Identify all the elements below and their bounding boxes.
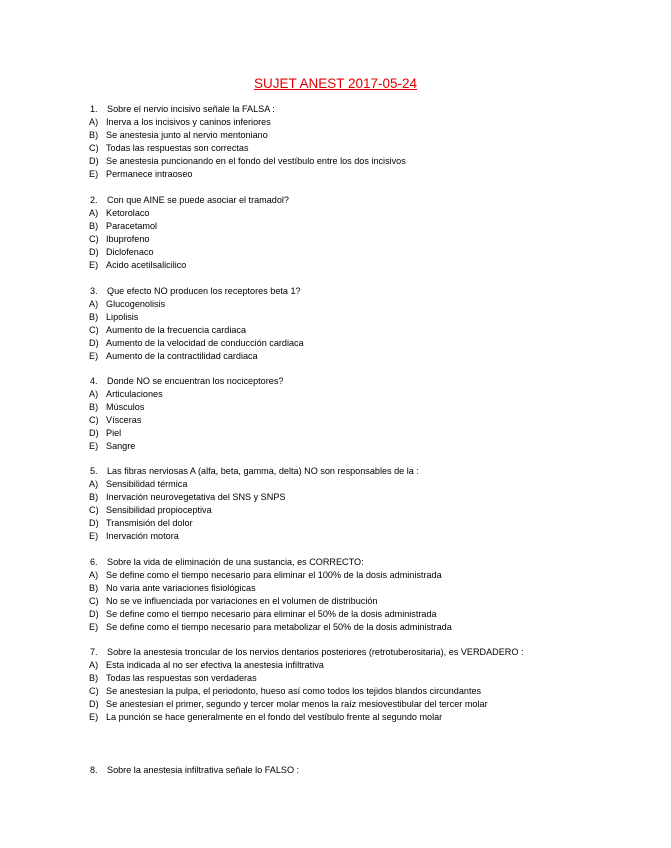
answer-option: B) Inervación neurovegetativa del SNS y SNPS <box>89 492 286 502</box>
answer-option: C) Vísceras <box>89 415 142 425</box>
answer-option: E) Acido acetilsalicilico <box>89 260 187 270</box>
question-2 <box>90 194 289 272</box>
question-text: Sobre la anestesia troncular de los nervios dentarios posteriores (retrotuberositaria), es VERDADERO : <box>107 647 524 657</box>
answer-option: C) Se anestesian la pulpa, el periodonto, hueso así como todos los tejidos blandos circundantes <box>89 686 482 696</box>
answer-option: B) Todas las respuestas son verdaderas <box>89 673 257 683</box>
question-text: Sobre el nervio incisivo señale la FALSA : <box>107 104 275 114</box>
question-3 <box>90 285 304 363</box>
question-number: 1. <box>90 104 98 114</box>
question-number: 6. <box>90 557 98 567</box>
question-number: 5. <box>90 466 98 476</box>
question-text: Donde NO se encuentran los nociceptores? <box>107 376 284 386</box>
question-8 <box>90 764 299 777</box>
question-7 <box>90 646 523 724</box>
answer-option: A) Articulaciones <box>89 389 163 399</box>
answer-option: E) Aumento de la contractilidad cardiaca <box>89 351 258 361</box>
answer-option: C) Aumento de la frecuencia cardiaca <box>89 325 247 335</box>
answer-option: A) Esta indicada al no ser efectiva la anestesia infiltrativa <box>89 660 324 670</box>
question-5 <box>90 465 419 543</box>
question-number: 2. <box>90 195 98 205</box>
answer-option: E) La punción se hace generalmente en el fondo del vestíbulo frente al segundo molar <box>89 712 443 722</box>
question-text: Sobre la vida de eliminación de una sustancia, es CORRECTO: <box>107 557 364 567</box>
answer-option: B) Lipolisis <box>89 312 139 322</box>
answer-option: A) Glucogenolisis <box>89 299 166 309</box>
page-title: SUJET ANEST 2017-05-24 <box>253 76 418 91</box>
question-number: 4. <box>90 376 98 386</box>
answer-option: C) Todas las respuestas son correctas <box>89 143 249 153</box>
question-text: Que efecto NO producen los receptores beta 1? <box>107 286 301 296</box>
answer-option: E) Permanece intraoseo <box>89 169 193 179</box>
question-number: 8. <box>90 765 98 775</box>
answer-option: B) Paracetamol <box>89 221 158 231</box>
answer-option: D) Se define como el tiempo necesario para eliminar el 50% de la dosis administrada <box>89 609 437 619</box>
answer-option: C) Sensibilidad propioceptiva <box>89 505 212 515</box>
question-number: 7. <box>90 647 98 657</box>
answer-option: D) Se anestesian el primer, segundo y tercer molar menos la raíz mesiovestibular del tercer molar <box>89 699 488 709</box>
answer-option: D) Transmisión del dolor <box>89 518 193 528</box>
question-text: Las fibras nerviosas A (alfa, beta, gamma, delta) NO son responsables de la : <box>107 466 419 476</box>
question-text: Con que AINE se puede asociar el tramadol? <box>107 195 289 205</box>
answer-option: D) Aumento de la velocidad de conducción cardiaca <box>89 338 304 348</box>
answer-option: C) Ibuprofeno <box>89 234 150 244</box>
answer-option: D) Piel <box>89 428 122 438</box>
question-number: 3. <box>90 286 98 296</box>
answer-option: A) Sensibilidad térmica <box>89 479 188 489</box>
answer-option: B) Se anestesia junto al nervio mentoniano <box>89 130 268 140</box>
answer-option: E) Sangre <box>89 441 136 451</box>
answer-option: E) Se define como el tiempo necesario para metabolizar el 50% de la dosis administrada <box>89 622 452 632</box>
question-4 <box>90 375 283 453</box>
answer-option: B) No varia ante variaciones fisiológicas <box>89 583 256 593</box>
question-6 <box>90 556 452 634</box>
answer-option: C) No se ve influenciada por variaciones en el volumen de distribución <box>89 596 378 606</box>
answer-option: D) Se anestesia puncionando en el fondo del vestíbulo entre los dos incisivos <box>89 156 406 166</box>
answer-option: B) Músculos <box>89 402 145 412</box>
answer-option: E) Inervación motora <box>89 531 179 541</box>
answer-option: A) Se define como el tiempo necesario para eliminar el 100% de la dosis administrada <box>89 570 442 580</box>
answer-option: A) Inerva a los incisivos y caninos inferiores <box>89 117 271 127</box>
answer-option: A) Ketorolaco <box>89 208 150 218</box>
question-1 <box>90 103 406 181</box>
answer-option: D) Diclofenaco <box>89 247 154 257</box>
question-text: Sobre la anestesia infiltrativa señale lo FALSO : <box>107 765 300 775</box>
